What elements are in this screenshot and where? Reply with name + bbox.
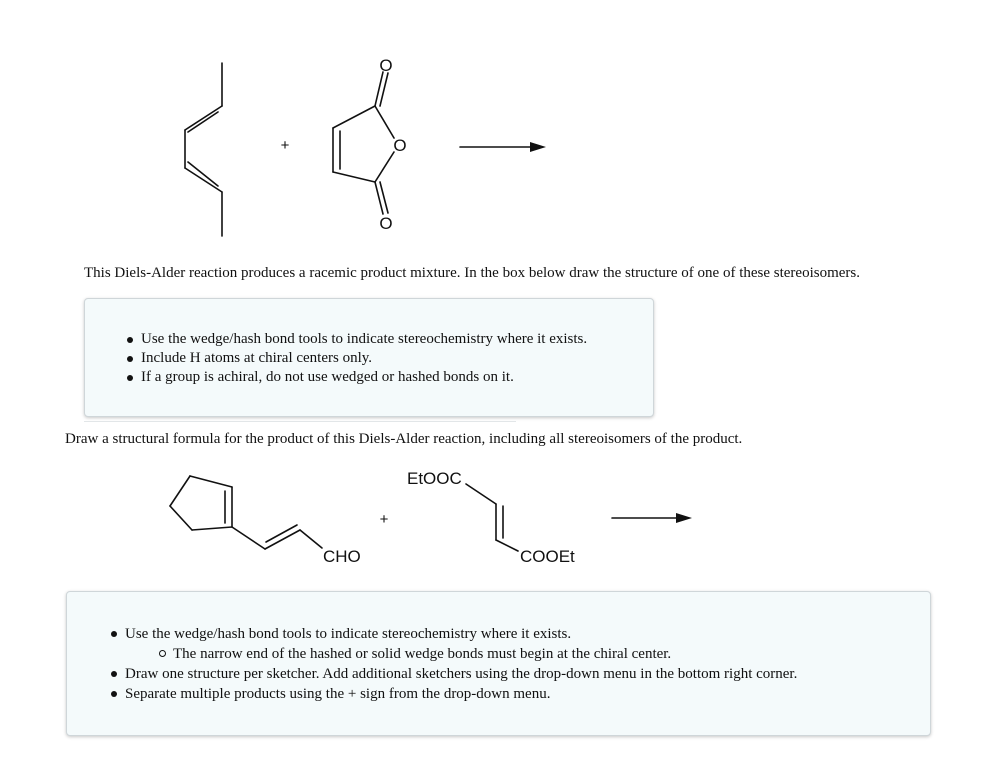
carbonyl-oxygen-top: O [379,56,393,75]
aldehyde-label: CHO [323,547,361,566]
ester-label-bottom: COOEt [520,547,575,566]
carbonyl-oxygen-bottom: O [379,214,393,233]
instructions-list-2 [125,624,797,704]
instruction-item: Use the wedge/hash bond tools to indicate stereochemistry where it exists. [141,331,588,347]
instruction-item: Use the wedge/hash bond tools to indicate stereochemistry where it exists. [125,624,797,644]
diene-molecule [170,476,322,549]
instruction-item: Separate multiple products using the + sign from the drop-down menu. [125,684,797,704]
divider [84,421,516,422]
plus-sign: + [379,511,389,528]
instruction-item: Include H atoms at chiral centers only. [141,349,587,368]
instructions-box-1 [84,298,654,417]
question-1-prompt: This Diels-Alder reaction produces a racemic product mixture. In the box below draw the structure of one of these stereoisomers. [84,265,860,281]
ester-label-top: EtOOC [407,469,462,488]
instruction-item: Draw one structure per sketcher. Add additional sketchers using the drop-down menu in the bottom right corner. [125,666,798,682]
instructions-box-2 [66,591,931,736]
dienophile-molecule [466,484,518,551]
question-2-prompt: Draw a structural formula for the product of this Diels-Alder reaction, including all stereoisomers of the product. [65,431,743,447]
plus-sign: + [280,137,290,154]
reaction-scheme-2 [0,455,984,580]
instruction-item: If a group is achiral, do not use wedged or hashed bonds on it. [141,368,587,387]
instruction-subitem: The narrow end of the hashed or solid wedge bonds must begin at the chiral center. [173,644,797,664]
ring-oxygen: O [393,136,407,155]
reaction-scheme-1 [0,0,984,250]
maleic-anhydride-molecule [333,72,394,214]
instructions-list-1 [141,330,587,387]
diene-molecule [185,63,222,236]
